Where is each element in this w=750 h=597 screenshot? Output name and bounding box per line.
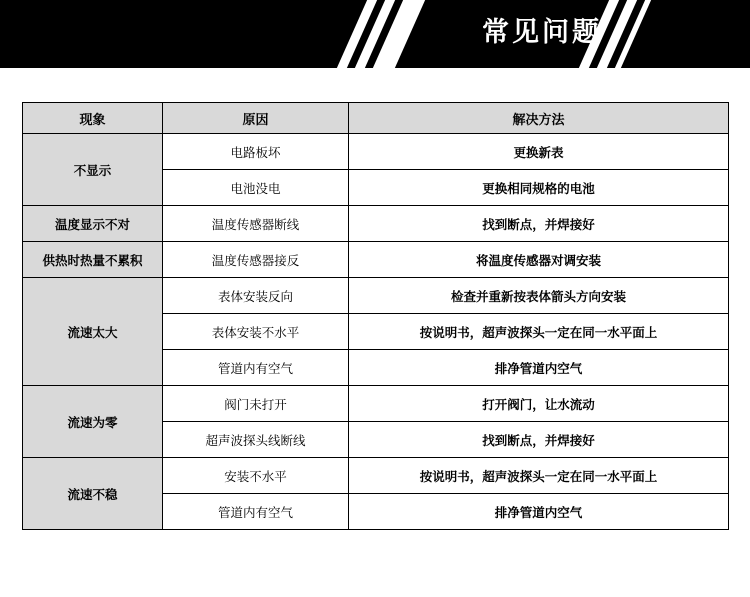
cell-cause: 管道内有空气 bbox=[163, 494, 349, 530]
cell-phenomenon: 流速为零 bbox=[23, 386, 163, 458]
column-header-cause: 原因 bbox=[163, 103, 349, 134]
cell-cause: 温度传感器断线 bbox=[163, 206, 349, 242]
cell-cause: 表体安装不水平 bbox=[163, 314, 349, 350]
cell-cause: 超声波探头线断线 bbox=[163, 422, 349, 458]
cell-solution: 将温度传感器对调安装 bbox=[349, 242, 729, 278]
table-row bbox=[23, 458, 729, 494]
column-header-phenomenon: 现象 bbox=[23, 103, 163, 134]
cell-solution: 找到断点，并焊接好 bbox=[349, 206, 729, 242]
page-title: 常见问题 bbox=[482, 17, 602, 48]
cell-solution: 排净管道内空气 bbox=[349, 494, 729, 530]
cell-solution: 更换新表 bbox=[349, 134, 729, 170]
cell-cause: 管道内有空气 bbox=[163, 350, 349, 386]
cell-solution: 找到断点，并焊接好 bbox=[349, 422, 729, 458]
cell-cause: 电路板坏 bbox=[163, 134, 349, 170]
faq-table-container bbox=[0, 68, 750, 530]
cell-cause: 电池没电 bbox=[163, 170, 349, 206]
cell-cause: 表体安装反向 bbox=[163, 278, 349, 314]
cell-phenomenon: 流速不稳 bbox=[23, 458, 163, 530]
cell-solution: 打开阀门，让水流动 bbox=[349, 386, 729, 422]
table-row bbox=[23, 386, 729, 422]
cell-cause: 安装不水平 bbox=[163, 458, 349, 494]
cell-phenomenon: 温度显示不对 bbox=[23, 206, 163, 242]
cell-solution: 按说明书，超声波探头一定在同一水平面上 bbox=[349, 458, 729, 494]
table-header-row bbox=[23, 103, 729, 134]
cell-solution: 排净管道内空气 bbox=[349, 350, 729, 386]
table-row bbox=[23, 278, 729, 314]
table-row bbox=[23, 134, 729, 170]
page-banner bbox=[0, 0, 750, 68]
cell-cause: 温度传感器接反 bbox=[163, 242, 349, 278]
table-header bbox=[23, 103, 729, 134]
faq-table bbox=[22, 102, 729, 530]
cell-phenomenon: 不显示 bbox=[23, 134, 163, 206]
cell-solution: 更换相同规格的电池 bbox=[349, 170, 729, 206]
table-row bbox=[23, 206, 729, 242]
cell-phenomenon: 流速太大 bbox=[23, 278, 163, 386]
cell-cause: 阀门未打开 bbox=[163, 386, 349, 422]
cell-solution: 按说明书，超声波探头一定在同一水平面上 bbox=[349, 314, 729, 350]
cell-solution: 检查并重新按表体箭头方向安装 bbox=[349, 278, 729, 314]
table-body bbox=[23, 134, 729, 530]
cell-phenomenon: 供热时热量不累积 bbox=[23, 242, 163, 278]
table-row bbox=[23, 242, 729, 278]
column-header-solution: 解决方法 bbox=[349, 103, 729, 134]
